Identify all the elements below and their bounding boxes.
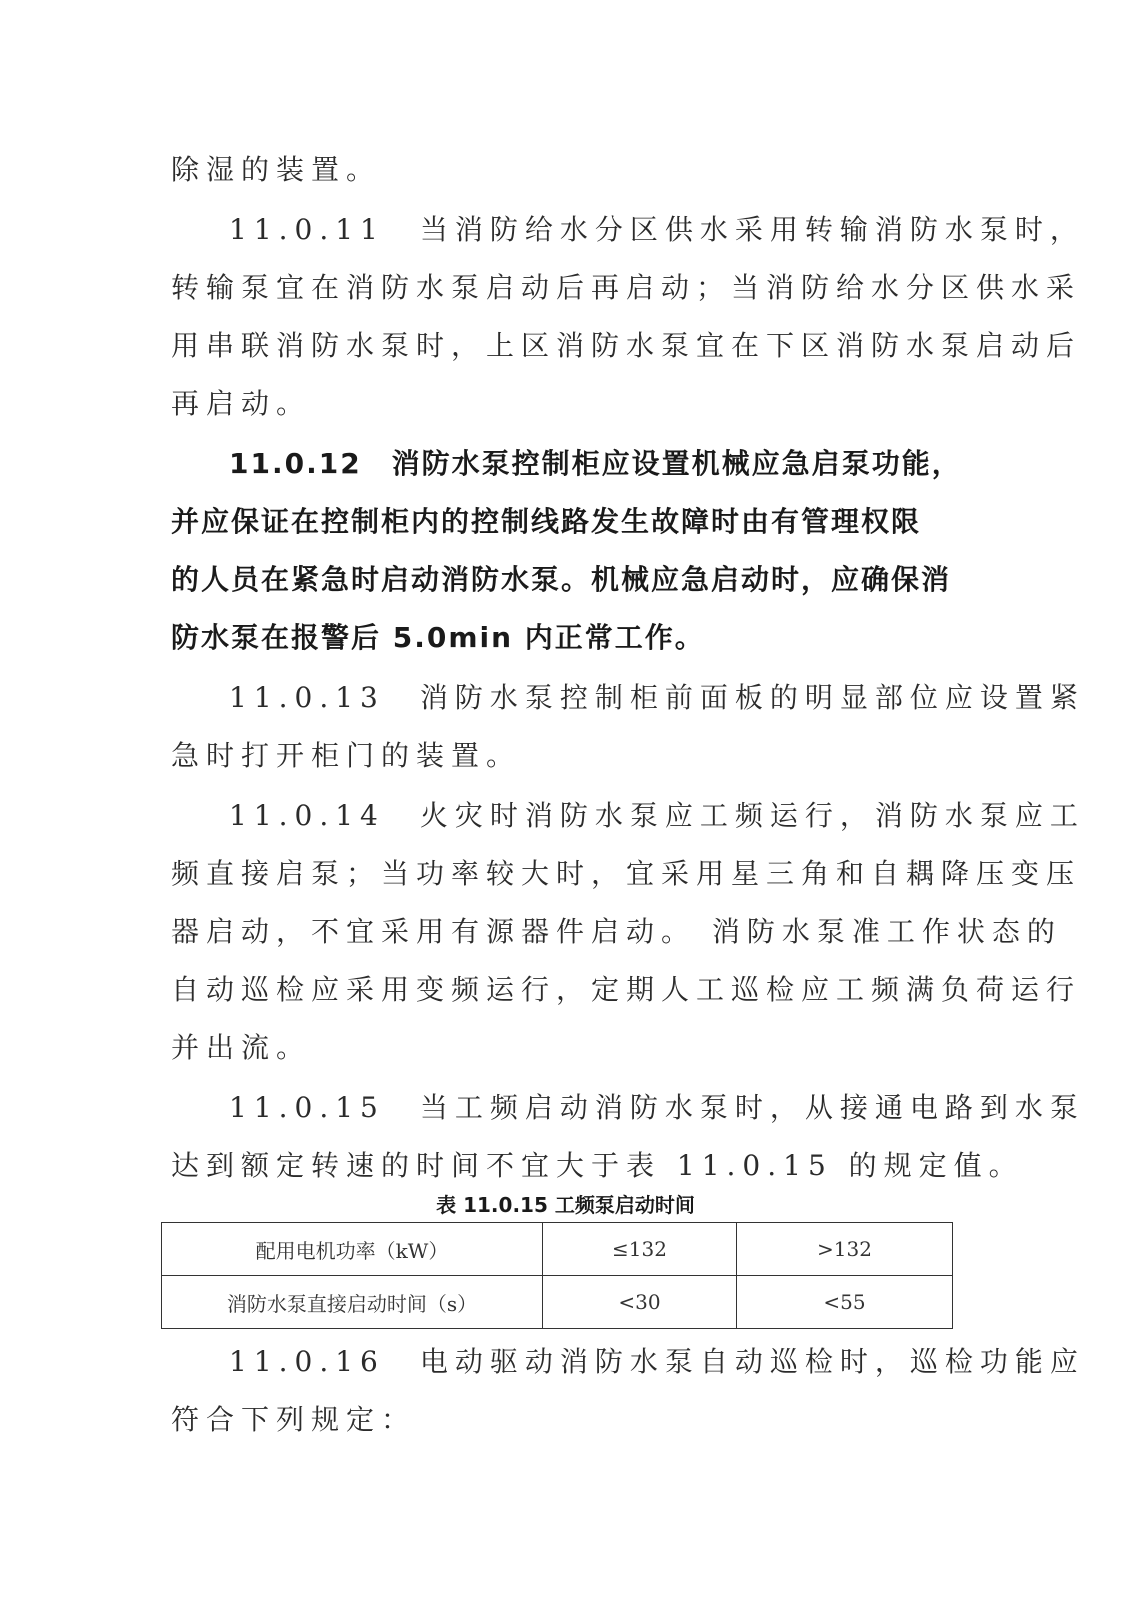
clause-11-0-16-heading-line: 11.0.16 电动驱动消防水泵自动巡检时，巡检功能应 xyxy=(229,1345,1085,1378)
text-line: 用串联消防水泵时，上区消防水泵宜在下区消防水泵启动后 xyxy=(171,329,1082,362)
text-line: 频直接启泵；当功率较大时，宜采用星三角和自耦降压变压 xyxy=(171,857,1082,890)
clause-11-0-15-heading-line: 11.0.15 当工频启动消防水泵时，从接通电路到水泵 xyxy=(229,1091,1085,1124)
clause-11-0-12-heading-line: 11.0.12 消防水泵控制柜应设置机械应急启泵功能， xyxy=(229,447,962,480)
clause-11-0-13-heading-line: 11.0.13 消防水泵控制柜前面板的明显部位应设置紧 xyxy=(229,681,1085,714)
text-line: 符合下列规定： xyxy=(171,1403,417,1436)
pump-start-time-table xyxy=(161,1222,953,1329)
table-cell-motor-power-label: 配用电机功率（kW） xyxy=(162,1223,543,1276)
table-cell: ≤132 xyxy=(543,1223,737,1276)
table-cell-start-time-label: 消防水泵直接启动时间（s） xyxy=(162,1276,543,1329)
table-cell: <55 xyxy=(737,1276,953,1329)
text-line: 自动巡检应采用变频运行，定期人工巡检应工频满负荷运行 xyxy=(171,973,1082,1006)
table-cell: >132 xyxy=(737,1223,953,1276)
text-line: 再启动。 xyxy=(171,387,312,420)
text-line: 防水泵在报警后 5.0min 内正常工作。 xyxy=(171,621,705,654)
table-row xyxy=(162,1276,953,1329)
text-line: 器启动，不宜采用有源器件启动。 消防水泵准工作状态的 xyxy=(171,915,1062,948)
text-line: 的人员在紧急时启动消防水泵。机械应急启动时，应确保消 xyxy=(171,563,952,596)
text-line: 并应保证在控制柜内的控制线路发生故障时由有管理权限 xyxy=(171,505,922,538)
clause-11-0-11-heading-line: 11.0.11 当消防给水分区供水采用转输消防水泵时， xyxy=(229,213,1085,246)
text-line: 达到额定转速的时间不宜大于表 11.0.15 的规定值。 xyxy=(171,1149,1024,1182)
text-line: 并出流。 xyxy=(171,1031,312,1064)
text-line: 转输泵宜在消防水泵启动后再启动；当消防给水分区供水采 xyxy=(171,271,1082,304)
table-row xyxy=(162,1223,953,1276)
clause-11-0-14-heading-line: 11.0.14 火灾时消防水泵应工频运行，消防水泵应工 xyxy=(229,799,1085,832)
text-line: 急时打开柜门的装置。 xyxy=(171,739,522,772)
text-line: 除湿的装置。 xyxy=(171,153,382,186)
table-cell: <30 xyxy=(543,1276,737,1329)
table-caption: 表 11.0.15 工频泵启动时间 xyxy=(436,1193,695,1217)
